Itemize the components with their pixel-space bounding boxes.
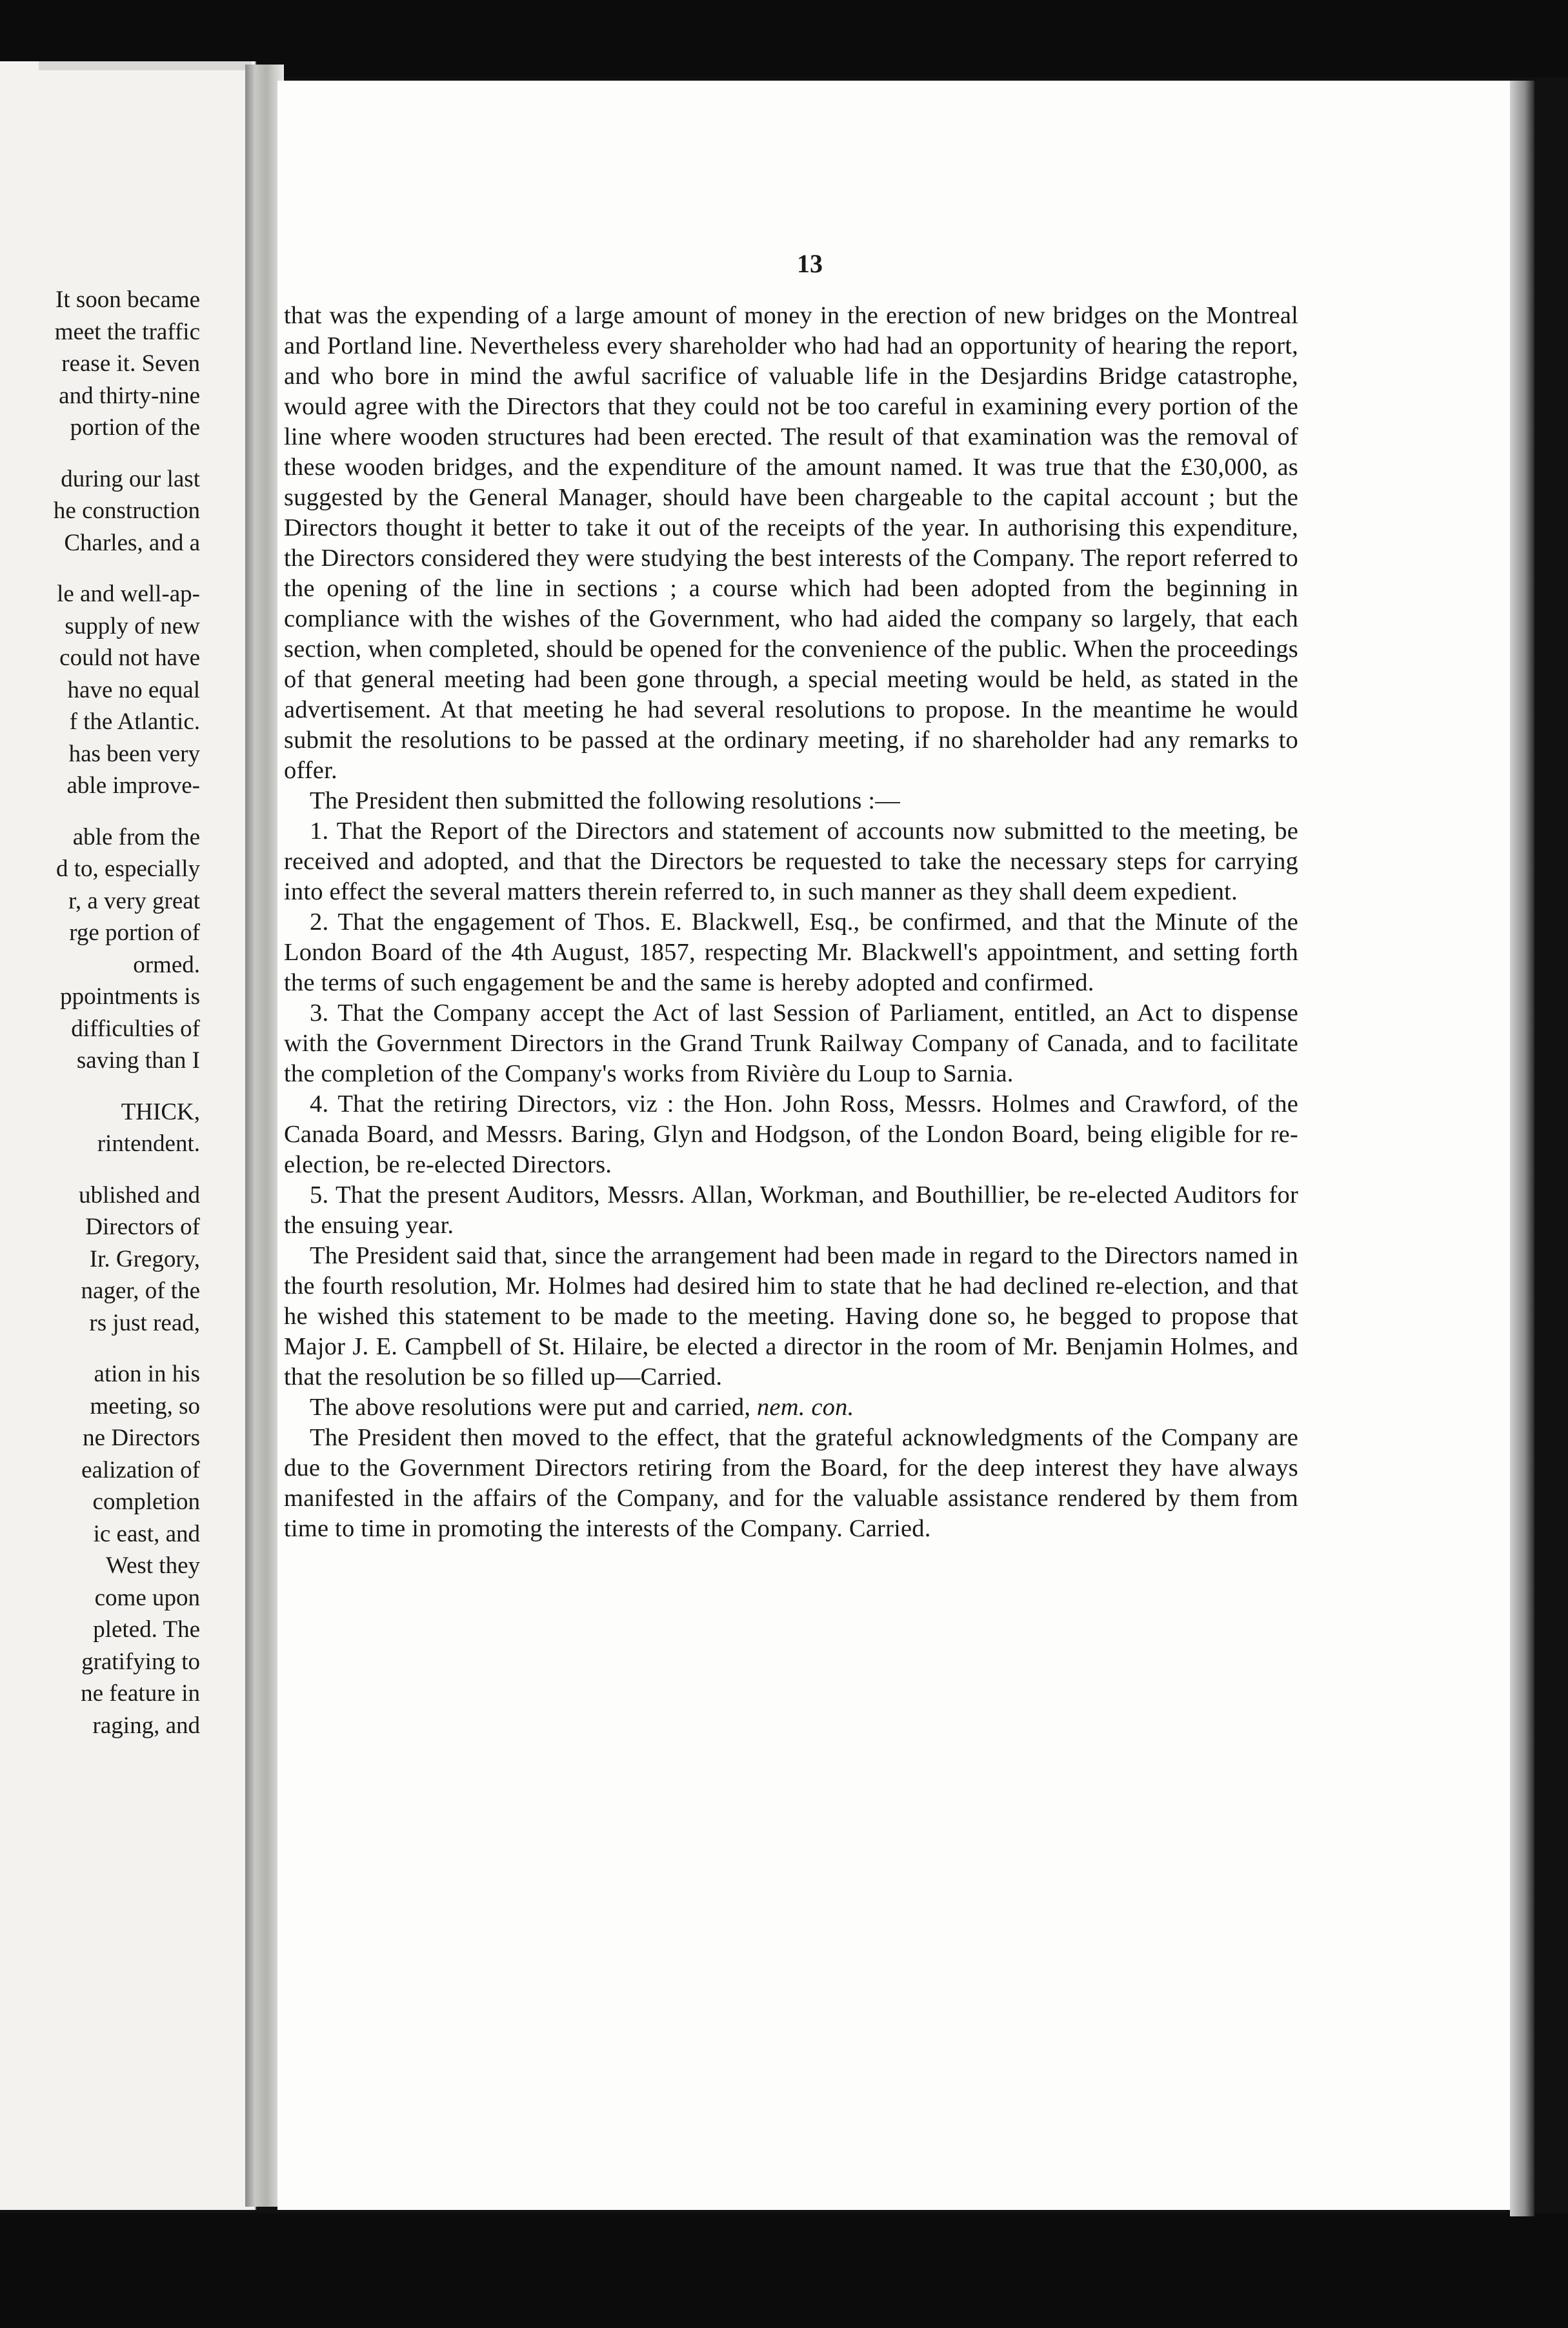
scan-background-bottom <box>0 2213 1568 2328</box>
previous-page-line: rease it. Seven <box>61 350 200 377</box>
nem-con-text: nem. con. <box>756 1394 854 1421</box>
resolution-2: 2. That the engagement of Thos. E. Blackwell, Esq., be confirmed, and that the Minute of the London Board of the 4th August, 1857, respecting Mr. Blackwell's appointment, and setting forth the terms of such engagement be and the same is hereby adopted and confirmed. <box>284 908 1298 996</box>
previous-page-line: ation in his <box>94 1361 200 1387</box>
page-body <box>284 301 1298 1544</box>
previous-page-line: able from the <box>72 823 200 850</box>
previous-page-line: pleted. The <box>93 1616 200 1643</box>
previous-page-line: difficulties of <box>71 1015 200 1042</box>
previous-page-line: meeting, so <box>90 1392 200 1420</box>
previous-page-line: saving than I <box>76 1047 200 1074</box>
paragraph: The President then moved to the effect, that the grateful acknowledgments of the Company are due to the Government Directors retiring from the Board, for the deep interest they have always manifested in the affairs of the Company, and for the valuable assistance rendered by them from time to time in promoting the interests of the Company. Carried. <box>284 1424 1298 1542</box>
previous-page-line: come upon <box>94 1584 200 1611</box>
previous-page-line: able improve- <box>66 772 200 799</box>
previous-page-line <box>0 1160 200 1179</box>
previous-page-line: THICK, <box>121 1098 200 1125</box>
page-number: 13 <box>797 249 823 278</box>
paragraph: The President then submitted the following resolutions :— <box>310 787 900 814</box>
previous-page-line: le and well-ap- <box>57 581 200 607</box>
previous-page-line: rge portion of <box>69 919 200 946</box>
previous-page-line: r, a very great <box>68 887 200 914</box>
resolution-3: 3. That the Company accept the Act of last Session of Parliament, entitled, an Act to dispense with the Government Directors in the Grand Trunk Railway Company of Canada, and to facilitate the completion of the Company's works from Rivière du Loup to Sarnia. <box>284 999 1298 1087</box>
previous-page-line: ublished and <box>78 1181 200 1209</box>
previous-page-text <box>0 284 200 1741</box>
resolution-1: 1. That the Report of the Directors and statement of accounts now submitted to the meeting, be received and adopted, and that the Directors be requested to take the necessary steps for carrying into effect the several matters therein referred to, in such manner as they shall deem expedient. <box>284 818 1298 905</box>
previous-page-line <box>0 559 200 578</box>
paragraph: The President said that, since the arrangement had been made in regard to the Directors named in the fourth resolution, Mr. Holmes had desired him to state that he had declined re-election, and that he wished this statement to be made to the meeting. Having done so, he begged to propose that Major J. E. Campbell of St. Hilaire, be elected a director in the room of Mr. Benjamin Holmes, and that the resolution be so filled up—Carried. <box>284 1242 1298 1390</box>
paragraph <box>284 1392 1298 1423</box>
previous-page-line <box>0 1339 200 1358</box>
previous-page-line: completion <box>92 1489 200 1515</box>
previous-page-line: has been very <box>68 740 200 767</box>
previous-page-line: gratifying to <box>81 1648 200 1675</box>
previous-page-line <box>0 802 200 821</box>
previous-page-line: ppointments is <box>60 983 200 1010</box>
previous-page-line: Charles, and a <box>64 529 200 556</box>
previous-page-line: ne Directors <box>83 1425 200 1451</box>
paragraph-text: The above resolutions were put and carried, <box>310 1394 757 1421</box>
previous-page-line: raging, and <box>92 1712 200 1739</box>
resolution-5: 5. That the present Auditors, Messrs. Allan, Workman, and Bouthillier, be re-elected Auditors for the ensuing year. <box>284 1181 1298 1239</box>
previous-page-line: he construction <box>53 497 200 524</box>
previous-page-line <box>0 1077 200 1096</box>
previous-page-line: have no equal <box>67 676 200 703</box>
resolution-4: 4. That the retiring Directors, viz : the Hon. John Ross, Messrs. Holmes and Crawford, of the Canada Board, and Messrs. Baring, Glyn and Hodgson, of the London Board, being eligible for re-election, be re-elected Directors. <box>284 1090 1298 1178</box>
previous-page-line: Directors of <box>85 1214 200 1240</box>
previous-page-line: Ir. Gregory, <box>89 1245 200 1272</box>
previous-page-line: supply of new <box>65 612 200 639</box>
previous-page-line: West they <box>105 1552 200 1579</box>
previous-page-line: rintendent. <box>97 1130 200 1157</box>
previous-page-line: rs just read, <box>89 1309 200 1336</box>
paragraph: that was the expending of a large amount of money in the erection of new bridges on the Montreal and Portland line. Nevertheless every shareholder who had had an opportunity of hearing the report, and who bore in mind the awful sacrifice of valuable life in the Desjardins Bridge catastrophe, would agree with the Directors that they could not be too careful in examining every portion of the line where wooden structures had been erected. The result of that examination was the removal of these wooden bridges, and the expenditure of the amount named. It was true that the £30,000, as suggested by the General Manager, should have been chargeable to the capital account ; but the Directors thought it better to take it out of the receipts of the year. In authorising this expenditure, the Directors considered they were studying the best interests of the Company. The report referred to the opening of the line in sections ; a course which had been adopted from the beginning in compliance with the wishes of the Government, who had aided the company so largely, that each section, when completed, should be opened for the convenience of the public. When the proceedings of that general meeting had been gone through, a special meeting would be held, as stated in the advertisement. At that meeting he had several resolutions to propose. In the meantime he would submit the resolutions to be passed at the ordinary meeting, if no shareholder had any remarks to offer. <box>284 302 1298 784</box>
previous-page-line: ic east, and <box>93 1520 200 1547</box>
previous-page-line: and thirty-nine <box>59 382 200 409</box>
previous-page-line: f the Atlantic. <box>69 708 200 735</box>
previous-page-line: It soon became <box>55 286 200 313</box>
previous-page-line: could not have <box>59 645 200 671</box>
previous-page-line: d to, especially <box>56 856 200 882</box>
previous-page-line: nager, of the <box>81 1278 200 1304</box>
previous-page-line: meet the traffic <box>54 318 200 345</box>
page-edge <box>1510 81 1534 2216</box>
previous-page-line: ealization of <box>81 1456 200 1483</box>
previous-page-line: during our last <box>61 465 200 492</box>
previous-page-line: ormed. <box>133 951 200 978</box>
previous-page-edge <box>39 61 252 70</box>
previous-page-line: portion of the <box>70 414 200 441</box>
previous-page-line <box>0 444 200 463</box>
previous-page-line: ne feature in <box>81 1680 200 1707</box>
